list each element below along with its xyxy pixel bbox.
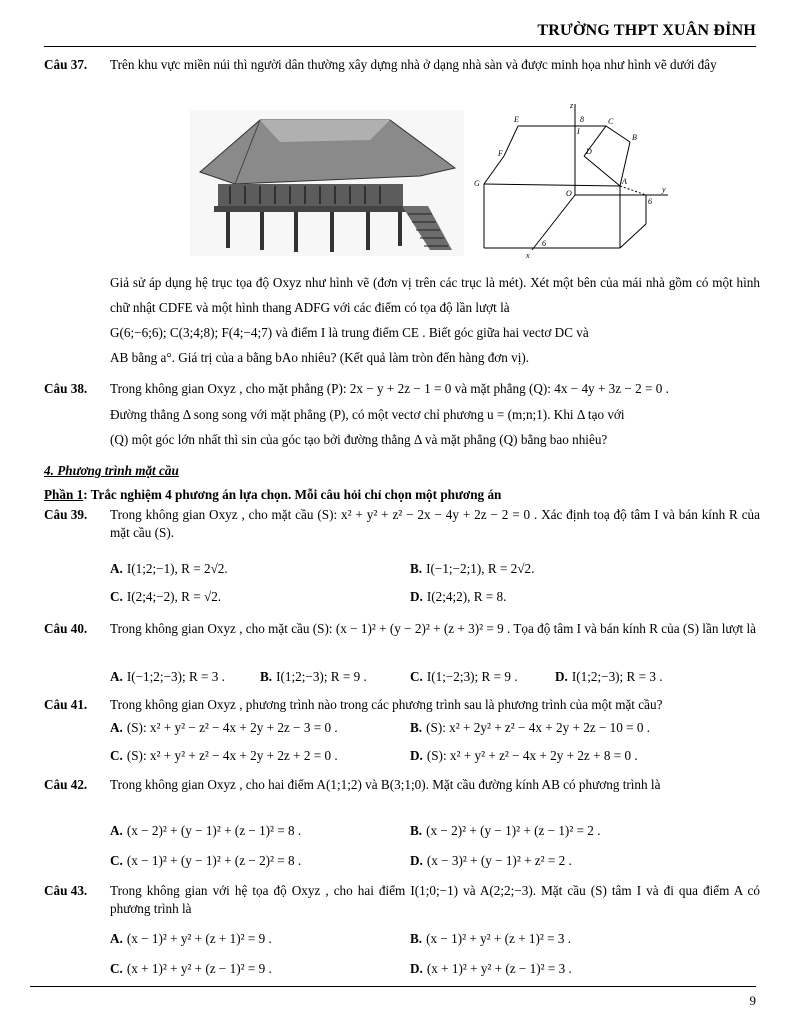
footer-divider xyxy=(30,986,756,987)
school-header: TRƯỜNG THPT XUÂN ĐỈNH xyxy=(537,22,756,39)
question-number: Câu 39. xyxy=(44,507,88,522)
question-37-line: AB bằng a°. Giá trị của a bằng bAo nhiêu? (Kết quả làm tròn đến hàng đơn vị). xyxy=(110,350,530,366)
fig-label: 6 xyxy=(542,239,546,248)
question-text: Trên khu vực miền núi thì người dân thường xây dựng nhà ở dạng nhà sàn và được minh họa như hình vẽ dưới đây xyxy=(110,57,717,72)
option-b: B. I(−1;−2;1), R = 2√2. xyxy=(410,561,535,576)
question-text: Trong không gian Oxyz , phương trình nào trong các phương trình sau là phương trình của một mặt cầu? xyxy=(110,697,663,712)
fig-label: F xyxy=(498,149,503,158)
stilt-house-illustration xyxy=(190,110,464,256)
option-d: D. I(2;4;2), R = 8. xyxy=(410,589,507,604)
fig-label: E xyxy=(514,115,519,124)
question-39 xyxy=(44,506,760,542)
fig-label: I xyxy=(577,127,580,136)
question-text: Trong không gian với hệ tọa độ Oxyz , cho hai điểm I(1;0;−1) và A(2;2;−3). Mặt cầu (S) tâm I và đi qua điểm A có phương trình là xyxy=(110,883,760,916)
page-number: 9 xyxy=(749,993,756,1008)
fig-label: A xyxy=(622,177,627,186)
option-a: A. I(−1;2;−3); R = 3 . xyxy=(110,669,225,684)
fig-label: y xyxy=(662,185,666,194)
option-d: D. (x − 3)² + (y − 1)² + z² = 2 . xyxy=(410,853,572,868)
question-line: Đường thẳng Δ song song với mặt phẳng (P), có một vectơ chỉ phương u = (m;n;1). Khi Δ tạo với xyxy=(110,406,625,422)
fig-label: G xyxy=(474,179,480,188)
option-c: C. (x − 1)² + (y − 1)² + (z − 2)² = 8 . xyxy=(110,853,302,868)
part-text: : Trắc nghiệm 4 phương án lựa chọn. Mỗi câu hỏi chỉ chọn một phương án xyxy=(83,487,502,502)
fig-label: O xyxy=(566,189,572,198)
question-number: Câu 37. xyxy=(44,57,88,72)
part-heading xyxy=(44,486,501,504)
fig-label: 8 xyxy=(580,115,584,124)
question-37-body xyxy=(110,270,760,370)
question-number: Câu 40. xyxy=(44,621,88,636)
question-40 xyxy=(44,620,760,638)
question-number: Câu 41. xyxy=(44,697,88,712)
part-label: Phần 1 xyxy=(44,487,84,502)
option-b: B. (x − 1)² + y² + (z + 1)² = 3 . xyxy=(410,931,572,946)
option-c: C. (x + 1)² + y² + (z − 1)² = 9 . xyxy=(110,961,272,976)
question-text: Trong không gian Oxyz , cho hai điểm A(1;1;2) và B(3;1;0). Mặt cầu đường kính AB có phương trình là xyxy=(110,777,661,792)
section-heading: 4. Phương trình mặt cầu xyxy=(44,463,179,478)
question-37-line: G(6;−6;6); C(3;4;8); F(4;−4;7) và điểm I là trung điểm CE . Biết góc giữa hai vectơ DC và xyxy=(110,325,589,341)
fig-label: C xyxy=(608,117,614,126)
option-c: C. I(2;4;−2), R = √2. xyxy=(110,589,222,604)
option-b: B. I(1;2;−3); R = 9 . xyxy=(260,669,367,684)
option-a: A. (S): x² + y² − z² − 4x + 2y + 2z − 3 = 0 . xyxy=(110,720,338,735)
question-text: Trong không gian Oxyz , cho mặt cầu (S): x² + y² + z² − 2x − 4y + 2z − 2 = 0 . Xác định toạ độ tâm I và bán kính R của mặt cầu (S). xyxy=(110,507,760,540)
fig-label: B xyxy=(632,133,637,142)
question-37-line: Giả sử áp dụng hệ trục tọa độ Oxyz như hình vẽ (đơn vị trên các trục là mét). Xét một bên của mái nhà gồm có một hình chữ nhật CDFE và một hình thang ADFG với các điểm có tọa độ lần lượt là xyxy=(110,275,760,316)
fig-label: x xyxy=(526,251,530,260)
question-number: Câu 42. xyxy=(44,777,88,792)
fig-label: z xyxy=(570,101,574,110)
question-line: Trong không gian Oxyz , cho mặt phẳng (P): 2x − y + 2z − 1 = 0 và mặt phẳng (Q): 4x − 4y + 3z − 2 = 0 . xyxy=(110,381,669,396)
option-d: D. (S): x² + y² + z² − 4x + 2y + 2z + 8 = 0 . xyxy=(410,748,638,763)
coordinate-figure xyxy=(470,100,680,260)
question-41 xyxy=(44,696,760,714)
question-number: Câu 43. xyxy=(44,883,88,898)
question-number: Câu 38. xyxy=(44,381,88,396)
option-d: D. I(1;2;−3); R = 3 . xyxy=(555,669,663,684)
option-b: B. (x − 2)² + (y − 1)² + (z − 1)² = 2 . xyxy=(410,823,601,838)
option-c: C. (S): x² + y² + z² − 4x + 2y + 2z + 2 = 0 . xyxy=(110,748,338,763)
option-c: C. I(1;−2;3); R = 9 . xyxy=(410,669,518,684)
option-a: A. (x − 2)² + (y − 1)² + (z − 1)² = 8 . xyxy=(110,823,302,838)
header-divider xyxy=(44,46,756,47)
question-38 xyxy=(44,376,760,453)
question-42 xyxy=(44,776,760,794)
option-a: A. (x − 1)² + y² + (z + 1)² = 9 . xyxy=(110,931,272,946)
question-text: Trong không gian Oxyz , cho mặt cầu (S): (x − 1)² + (y − 2)² + (z + 3)² = 9 . Tọa độ tâm I và bán kính R của (S) lần lượt là xyxy=(110,621,756,636)
option-b: B. (S): x² + 2y² + z² − 4x + 2y + 2z − 10 = 0 . xyxy=(410,720,651,735)
option-a: A. I(1;2;−1), R = 2√2. xyxy=(110,561,228,576)
fig-label: D xyxy=(586,147,592,156)
question-43 xyxy=(44,882,760,918)
question-line: (Q) một góc lớn nhất thì sin của góc tạo bởi đường thẳng Δ và mặt phẳng (Q) bằng bao nhiêu? xyxy=(110,432,608,448)
fig-label: 6 xyxy=(648,197,652,206)
option-d: D. (x + 1)² + y² + (z − 1)² = 3 . xyxy=(410,961,572,976)
question-37 xyxy=(44,56,760,74)
